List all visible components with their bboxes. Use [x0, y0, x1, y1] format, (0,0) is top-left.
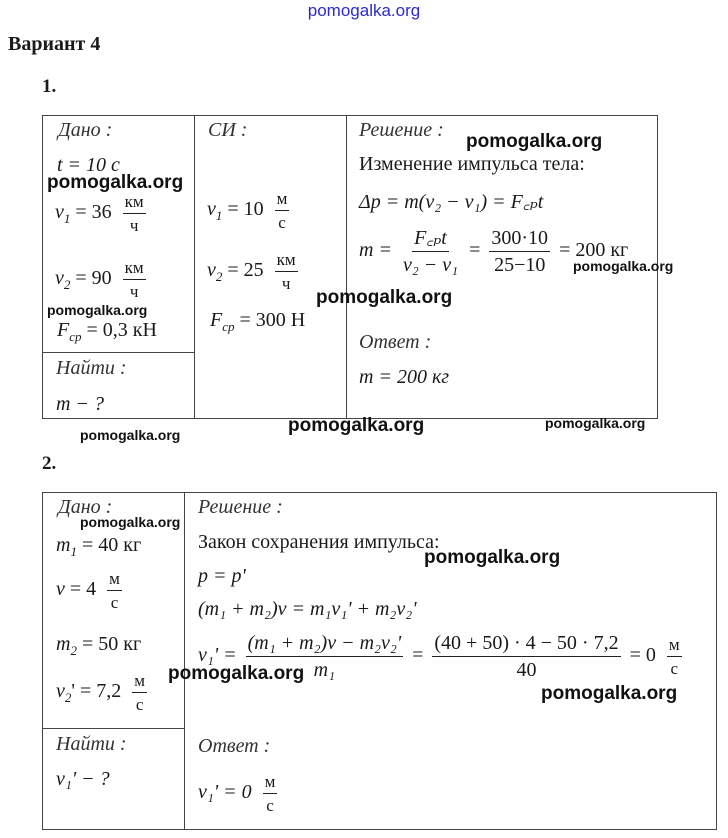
watermark-text: pomogalka.org	[545, 415, 646, 431]
p1-answer-value: m = 200 кг	[359, 366, 450, 388]
watermark-text: pomogalka.org	[573, 258, 674, 274]
watermark-text: pomogalka.org	[168, 663, 305, 684]
p2-answer-header: Ответ :	[198, 735, 271, 757]
p1-given-v1: $v_1 = 36$ $\frac{км}{ч}$	[55, 192, 144, 235]
p2-find-header: Найти :	[56, 733, 127, 755]
p1-solution-header: Решение :	[359, 119, 444, 141]
p2-solution-header: Решение :	[198, 496, 283, 518]
p1-impulse-equation: Δp = m(v₂ − v₁) = F꜀ₚt	[359, 191, 544, 213]
p2-given-v: v = 4 $\frac{м}{с}$	[56, 569, 120, 612]
table2-border-bottom	[42, 829, 717, 830]
table1-divider-2	[346, 115, 347, 419]
p2-result-equation: v₁' = $\frac{\text{(m₁ + m₂)v − m₂v₂'}}{\text{m₁}}$ = $\frac{(40 + 50) \cdot 4 - 50 \cdot 7,2}{40}$ = 0 $\frac{м}{с}$	[198, 632, 680, 681]
table2-divider	[184, 492, 185, 830]
watermark-text: pomogalka.org	[541, 683, 678, 704]
p1-solution-text: Изменение импульса тела:	[359, 153, 585, 175]
p1-answer-header: Ответ :	[359, 331, 432, 353]
watermark-text: pomogalka.org	[316, 287, 453, 308]
p2-find-value: v₁' − ?	[56, 768, 110, 790]
p1-si-force: $F_{ср} = 300$ Н	[210, 309, 306, 334]
p2-conservation-equation: p = p'	[198, 565, 246, 587]
table2-given-find-divider	[42, 728, 185, 729]
watermark-text: pomogalka.org	[47, 172, 184, 193]
table1-given-find-divider	[42, 352, 195, 353]
table2-border-right	[716, 492, 717, 830]
watermark-text: pomogalka.org	[80, 427, 181, 443]
p1-given-t: t = 10 с	[57, 154, 120, 176]
table2-border-left	[42, 492, 43, 830]
problem-1-number: 1.	[42, 76, 57, 97]
p2-given-m2: $m_2 = 50$ кг	[56, 633, 142, 658]
p1-mass-equation: m = $\frac{\text{F꜀ₚt}}{\text{v₂ − v₁}}$ = $\frac{300\cdot 10}{25-10}$ = 200 кг	[359, 227, 629, 276]
p1-given-v2: $v_2 = 90$ $\frac{км}{ч}$	[55, 258, 144, 301]
p1-si-header: СИ :	[208, 119, 248, 141]
p1-given-force: $F_{ср} = 0,3$ кН	[57, 319, 157, 344]
watermark-text: pomogalka.org	[288, 415, 425, 436]
watermark-text: pomogalka.org	[466, 131, 603, 152]
p2-given-header: Дано :	[58, 496, 113, 518]
watermark-text: pomogalka.org	[47, 302, 148, 318]
p1-find-value: m − ?	[56, 393, 104, 415]
p1-si-v1: $v_1 = 10$ $\frac{м}{с}$	[207, 189, 288, 232]
site-header[interactable]: pomogalka.org	[307, 1, 421, 20]
p2-given-v2-prime: $v_2' = 7,2$ $\frac{м}{с}$	[56, 671, 146, 714]
table2-border-top	[42, 492, 717, 493]
p2-answer-value: v₁' = 0 $\frac{м}{с}$	[198, 772, 276, 815]
problem-2-number: 2.	[42, 453, 57, 474]
p2-momentum-equation: (m₁ + m₂)v = m₁v₁' + m₂v₂'	[198, 598, 417, 620]
watermark-text: pomogalka.org	[424, 547, 561, 568]
table1-border-left	[42, 115, 43, 419]
p2-solution-text: Закон сохранения импульса:	[198, 531, 440, 553]
variant-title: Вариант 4	[8, 33, 101, 55]
table1-divider-1	[194, 115, 195, 419]
watermark-text: pomogalka.org	[80, 514, 181, 530]
p1-si-v2: $v_2 = 25$ $\frac{км}{ч}$	[207, 250, 296, 293]
p1-find-header: Найти :	[56, 357, 127, 379]
table1-border-top	[42, 115, 658, 116]
p2-given-m1: $m_1 = 40$ кг	[56, 534, 142, 559]
p1-given-header: Дано :	[58, 119, 113, 141]
